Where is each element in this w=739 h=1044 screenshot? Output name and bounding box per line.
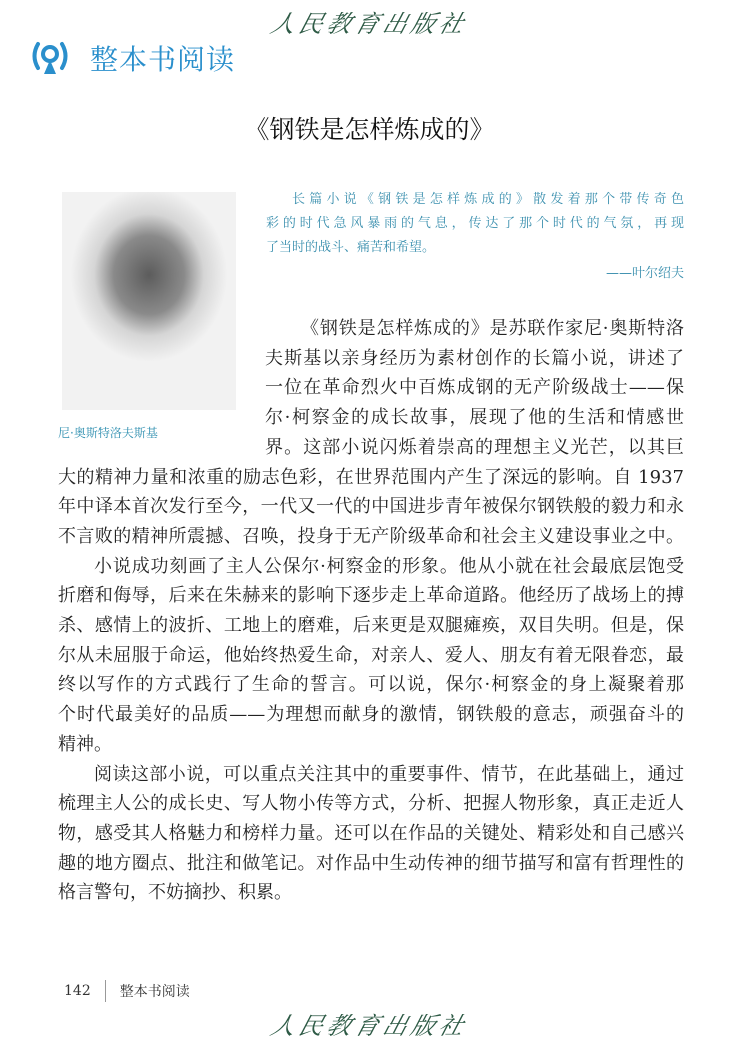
text-line: 物，感受其人格魅力和榜样力量。还可以在作品的关键处、精彩处和自己感兴 — [58, 822, 684, 844]
text-line: 终以写作的方式践行了生命的誓言。可以说，保尔·柯察金的身上凝聚着那 — [58, 674, 684, 696]
paragraph — [58, 760, 684, 909]
text-line: 尔从未屈服于命运，他始终热爱生命，对亲人、爱人、朋友有着无限眷恋，最 — [58, 644, 684, 666]
text-line: 小说成功刻画了主人公保尔·柯察金的形象。他从小就在社会最底层饱受 — [94, 555, 684, 577]
epigraph-quote — [266, 188, 684, 286]
page-number: 142 — [64, 983, 91, 999]
text-line: 梳理主人公的成长史、写人物小传等方式，分析、把握人物形象，真正走近人 — [58, 793, 684, 815]
text-line: 大的精神力量和浓重的励志色彩，在世界范围内产生了深远的影响。自 1937 — [58, 466, 684, 488]
body-text — [58, 314, 684, 908]
text-line: 格言警句，不妨摘抄、积累。 — [58, 882, 292, 904]
text-line: 趣的地方圈点、批注和做笔记。对作品中生动传神的细节描写和富有哲理性的 — [58, 852, 684, 874]
page-title: 《钢铁是怎样炼成的》 — [244, 115, 495, 144]
text-line: 个时代最美好的品质——为理想而献身的激情，钢铁般的意志，顽强奋斗的 — [58, 704, 684, 726]
publisher-logo: 人民教育出版社 — [267, 1012, 472, 1040]
footer-divider — [105, 980, 106, 1002]
footer-section: 整本书阅读 — [119, 984, 190, 1000]
quote-line: 长篇小说《钢铁是怎样炼成的》散发着那个带传奇色 — [292, 192, 684, 207]
text-line: 不言败的精神所震撼、召唤，投身于无产阶级革命和社会主义建设事业之中。 — [58, 525, 684, 547]
quote-line: 了当时的战斗、痛苦和希望。 — [266, 240, 436, 255]
quote-source: ——叶尔绍夫 — [605, 266, 684, 281]
text-line: 折磨和侮辱，后来在朱赫来的影响下逐步走上革命道路。他经历了战场上的搏 — [58, 585, 684, 607]
paragraph — [58, 314, 684, 552]
text-line: 杀、感情上的波折、工地上的磨难，后来更是双腿瘫痪，双目失明。但是，保 — [58, 615, 684, 637]
text-line: 尔·柯察金的成长故事，展现了他的生活和情感世 — [265, 407, 684, 429]
reading-signal-icon — [30, 40, 70, 76]
quote-line: 彩的时代急风暴雨的气息，传达了那个时代的气氛，再现 — [266, 216, 684, 231]
text-line: 一位在革命烈火中百炼成钢的无产阶级战士——保 — [265, 377, 684, 399]
text-line: 界。这部小说闪烁着崇高的理想主义光芒，以其巨 — [265, 436, 684, 458]
paragraph — [58, 552, 684, 760]
section-title: 整本书阅读 — [90, 43, 236, 76]
portrait-caption: 尼·奥斯特洛夫斯基 — [58, 426, 158, 440]
text-line: 阅读这部小说，可以重点关注其中的重要事件、情节，在此基础上，通过 — [94, 763, 684, 785]
text-line: 年中译本首次发行至今，一代又一代的中国进步青年被保尔钢铁般的毅力和永 — [58, 496, 684, 518]
publisher-logo: 人民教育出版社 — [267, 10, 472, 38]
text-line: 《钢铁是怎样炼成的》是苏联作家尼·奥斯特洛 — [301, 318, 684, 339]
page-footer — [64, 980, 190, 1002]
text-line: 夫斯基以亲身经历为素材创作的长篇小说，讲述了 — [265, 347, 684, 369]
section-header — [30, 38, 235, 78]
text-line: 精神。 — [58, 733, 112, 755]
